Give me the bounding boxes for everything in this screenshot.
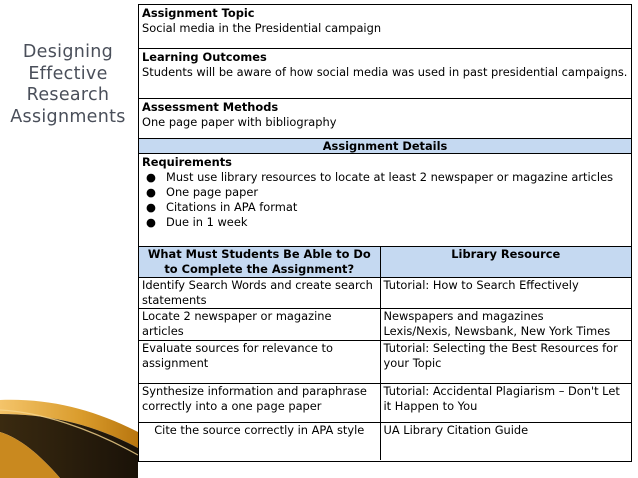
- list-item: ● One page paper: [146, 185, 259, 199]
- bullet-icon: ●: [146, 170, 156, 184]
- column-header-skills: What Must Students Be Able to Do to Complete the Assignment?: [139, 247, 380, 278]
- side-title-line-3: Research: [26, 85, 110, 105]
- list-item: ● Due in 1 week: [146, 215, 248, 229]
- table-row: [139, 278, 631, 309]
- table-row: [139, 341, 631, 384]
- topic-heading: Assignment Topic: [142, 6, 255, 20]
- side-title-line-4: Assignments: [10, 106, 126, 127]
- details-heading: Assignment Details: [139, 139, 631, 154]
- assignment-document: [138, 4, 632, 462]
- resource-cell: Newspapers and magazines Lexis/Nexis, Newsbank, New York Times: [380, 309, 631, 341]
- skill-cell: Locate 2 newspaper or magazine articles: [139, 309, 380, 341]
- resource-cell: UA Library Citation Guide: [380, 423, 631, 461]
- topic-section: [139, 5, 631, 49]
- table-row: [139, 309, 631, 341]
- list-item: ● Must use library resources to locate at least 2 newspaper or magazine articles: [146, 170, 614, 184]
- outcomes-heading: Learning Outcomes: [142, 50, 267, 64]
- side-title: [8, 42, 128, 128]
- resource-cell: Tutorial: How to Search Effectively: [380, 278, 631, 309]
- skill-cell: Synthesize information and paraphrase correctly into a one page paper: [139, 384, 380, 423]
- bullet-icon: ●: [146, 185, 156, 199]
- skill-cell: Evaluate sources for relevance to assignment: [139, 341, 380, 384]
- bullet-icon: ●: [146, 215, 156, 229]
- requirements-section: [139, 154, 631, 246]
- list-item: ● Citations in APA format: [146, 200, 298, 214]
- side-title-line-2: Effective: [28, 63, 108, 84]
- column-header-resource: Library Resource: [380, 247, 631, 278]
- table-row: [139, 423, 631, 461]
- resource-cell: Tutorial: Accidental Plagiarism – Don't Let it Happen to You: [380, 384, 631, 423]
- skill-cell: Cite the source correctly in APA style: [139, 423, 380, 461]
- side-title-line-1: Designing: [22, 42, 114, 62]
- requirements-heading: Requirements: [142, 155, 232, 169]
- assessment-text: One page paper with bibliography: [142, 115, 337, 129]
- topic-text: Social media in the Presidential campaign: [142, 21, 382, 35]
- bullet-icon: ●: [146, 200, 156, 214]
- table-row: [139, 384, 631, 423]
- outcomes-section: [139, 49, 631, 99]
- skills-resources-table: [139, 246, 631, 460]
- table-header-row: [139, 247, 631, 278]
- skill-cell: Identify Search Words and create search statements: [139, 278, 380, 309]
- resource-cell: Tutorial: Selecting the Best Resources for your Topic: [380, 341, 631, 384]
- assessment-section: [139, 99, 631, 139]
- assessment-heading: Assessment Methods: [142, 100, 279, 114]
- requirements-list: [142, 170, 628, 230]
- outcomes-text: Students will be aware of how social media was used in past presidential campaigns.: [142, 65, 628, 79]
